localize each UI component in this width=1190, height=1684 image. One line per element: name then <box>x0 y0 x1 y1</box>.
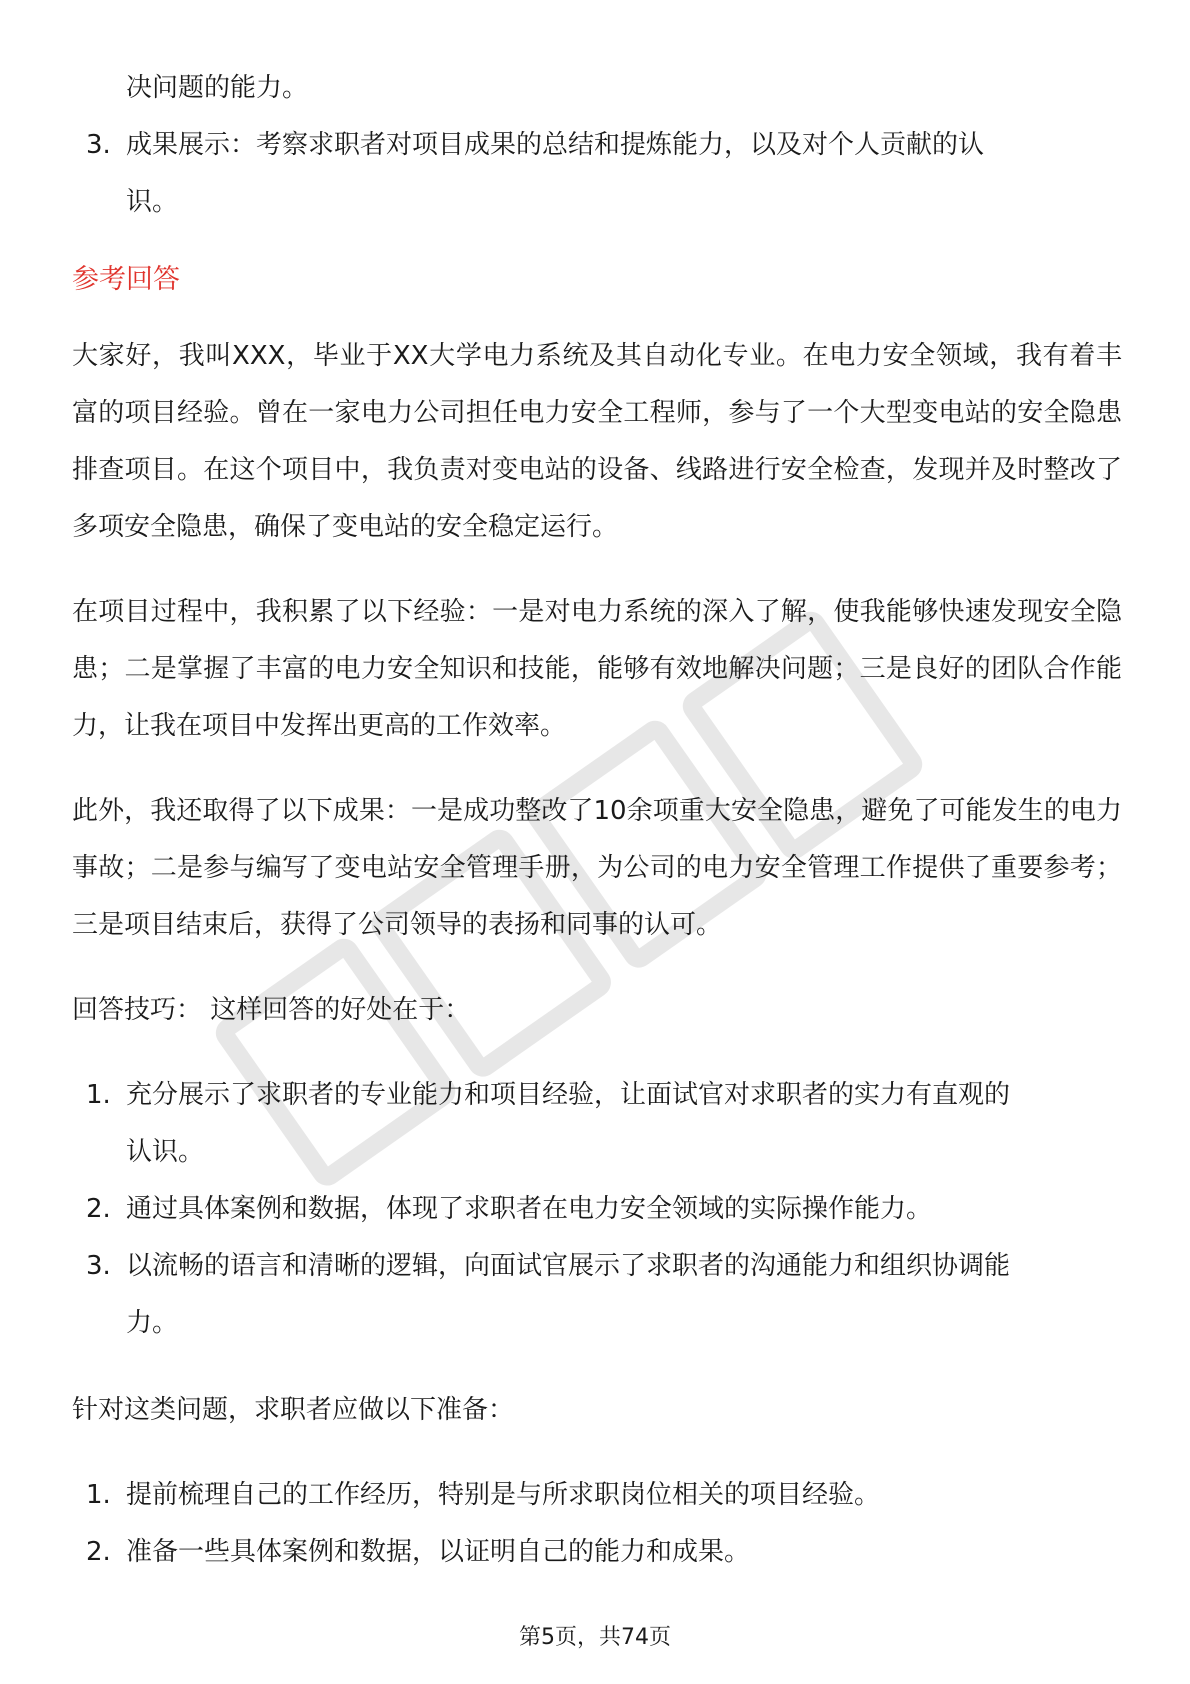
list-item-continuation: 力。 <box>126 1308 179 1338</box>
list-item-text: 充分展示了求职者的专业能力和项目经验，让面试官对求职者的实力有直观的 <box>126 1080 1011 1110</box>
tips-list <box>72 1067 1122 1352</box>
prep-list <box>72 1467 1122 1581</box>
paragraph-experience: 在项目过程中，我积累了以下经验：一是对电力系统的深入了解，使我能够快速发现安全隐患；二是掌握了丰富的电力安全知识和技能，能够有效地解决问题；三是良好的团队合作能力，让我在项目中发挥出更高的工作效率。 <box>72 597 1122 741</box>
paragraph-achievements: 此外，我还取得了以下成果：一是成功整改了10余项重大安全隐患，避免了可能发生的电力事故；二是参与编写了变电站安全管理手册，为公司的电力安全管理工作提供了重要参考；三是项目结束后，获得了公司领导的表扬和同事的认可。 <box>72 796 1122 940</box>
list-item <box>72 1467 1122 1524</box>
reference-answer-heading: 参考回答 <box>72 264 180 295</box>
prep-heading: 针对这类问题，求职者应做以下准备： <box>72 1395 515 1425</box>
list-item-text: 成果展示：考察求职者对项目成果的总结和提炼能力，以及对个人贡献的认 <box>126 130 985 160</box>
list-item <box>72 117 1122 174</box>
list-item-text: 准备一些具体案例和数据，以证明自己的能力和成果。 <box>126 1537 751 1567</box>
list-item-continuation: 识。 <box>126 187 179 217</box>
list-number: 2. <box>86 1194 111 1224</box>
list-number: 3. <box>86 130 111 160</box>
list-item-text: 通过具体案例和数据，体现了求职者在电力安全领域的实际操作能力。 <box>126 1194 933 1224</box>
list-number: 3. <box>86 1251 111 1281</box>
list-number: 1. <box>86 1480 111 1510</box>
intro-list <box>72 117 1122 174</box>
list-item <box>72 1238 1122 1295</box>
list-item-text: 提前梳理自己的工作经历，特别是与所求职岗位相关的项目经验。 <box>126 1480 881 1510</box>
page-number-footer: 第5页，共74页 <box>519 1625 671 1650</box>
list-item <box>72 1524 1122 1581</box>
paragraph-intro: 大家好，我叫XXX，毕业于XX大学电力系统及其自动化专业。在电力安全领域，我有着丰富的项目经验。曾在一家电力公司担任电力安全工程师，参与了一个大型变电站的安全隐患排查项目。在这个项目中，我负责对变电站的设备、线路进行安全检查，发现并及时整改了多项安全隐患，确保了变电站的安全稳定运行。 <box>72 341 1122 542</box>
list-number: 2. <box>86 1537 111 1567</box>
continuation-text: 决问题的能力。 <box>126 73 309 103</box>
tips-heading: 回答技巧： 这样回答的好处在于： <box>72 995 471 1025</box>
list-item-continuation: 认识。 <box>126 1137 205 1167</box>
list-item <box>72 1181 1122 1238</box>
document-page <box>72 60 1122 1611</box>
list-item <box>72 1067 1122 1124</box>
list-item-text: 以流畅的语言和清晰的逻辑，向面试官展示了求职者的沟通能力和组织协调能 <box>126 1251 1011 1281</box>
list-number: 1. <box>86 1080 111 1110</box>
